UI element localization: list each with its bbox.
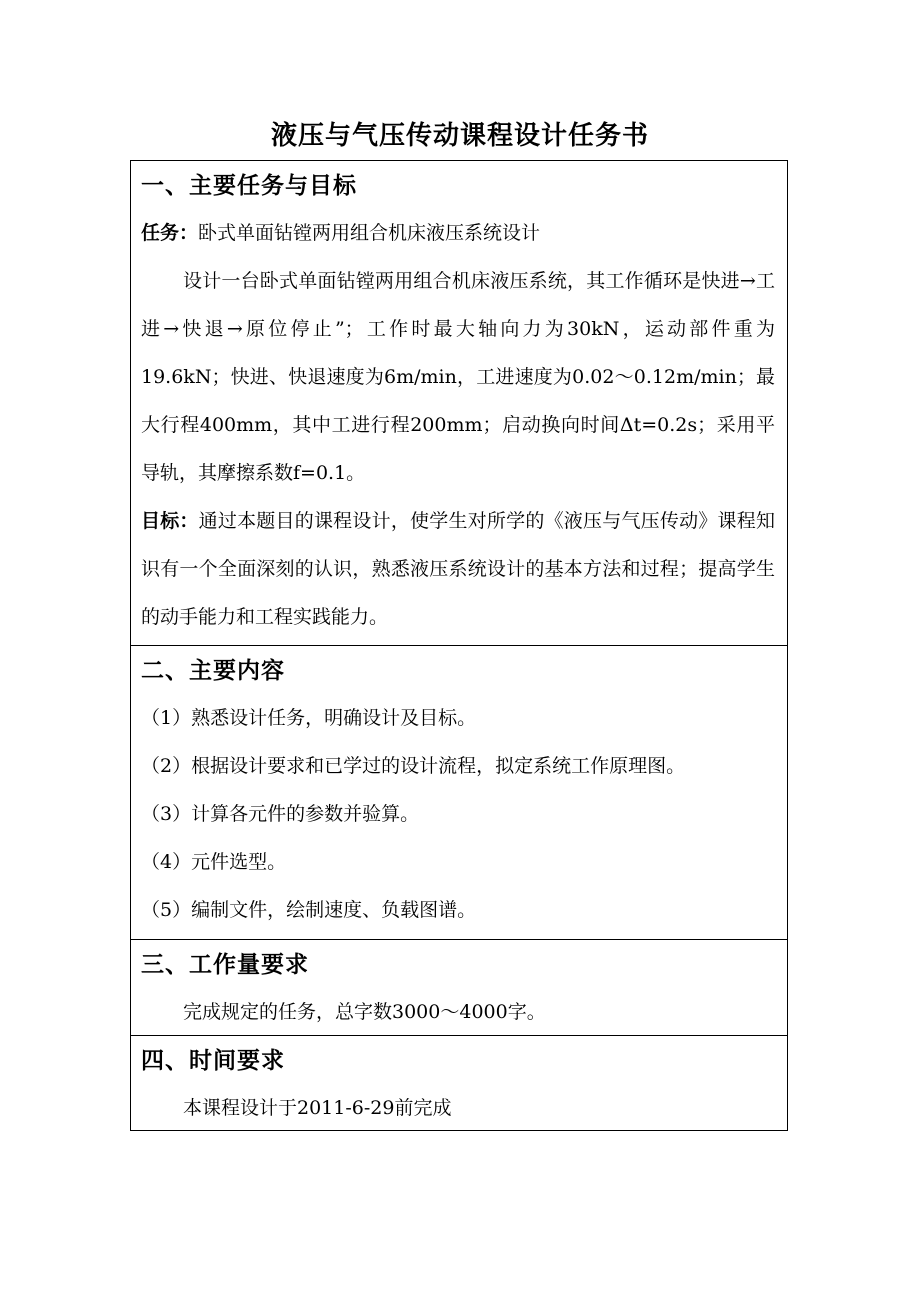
- goal-paragraph: [141, 497, 775, 641]
- section-workload: [131, 939, 787, 1035]
- workload-text: 完成规定的任务，总字数3000～4000字。: [183, 1001, 546, 1023]
- section-schedule: [131, 1035, 787, 1130]
- content-item-3: （3）计算各元件的参数并验算。: [141, 803, 420, 825]
- section-main-task: [131, 161, 787, 645]
- task-description: 设计一台卧式单面钻镗两用组合机床液压系统，其工作循环是快进→工进→快退→原位停止”；工作时最大轴向力为30kN，运动部件重为19.6kN；快进、快退速度为6m/min，工进速度为0.02～0.12m/min；最大行程400mm，其中工进行程200mm；启动换向时间Δt=0.2s；采用平导轨，其摩擦系数f=0.1。: [141, 270, 775, 484]
- goal-text: 通过本题目的课程设计，使学生对所学的《液压与气压传动》课程知识有一个全面深刻的认识，熟悉液压系统设计的基本方法和过程；提高学生的动手能力和工程实践能力。: [141, 510, 775, 628]
- content-item-5: （5）编制文件，绘制速度、负载图谱。: [141, 899, 477, 921]
- content-item-2: （2）根据设计要求和已学过的设计流程，拟定系统工作原理图。: [141, 755, 686, 777]
- task-text: 卧式单面钻镗两用组合机床液压系统设计: [198, 222, 541, 244]
- schedule-text: 本课程设计于2011-6-29前完成: [183, 1097, 452, 1119]
- section-heading-main-task: 一、主要任务与目标: [141, 173, 357, 199]
- section-main-content: [131, 645, 787, 939]
- goal-label: 目标：: [141, 510, 199, 532]
- section-heading-schedule: 四、时间要求: [141, 1048, 285, 1074]
- section-heading-workload: 三、工作量要求: [141, 952, 309, 978]
- task-table: [130, 160, 788, 1131]
- content-item-1: （1）熟悉设计任务，明确设计及目标。: [141, 707, 477, 729]
- document-title: 液压与气压传动课程设计任务书: [270, 121, 649, 151]
- section-heading-main-content: 二、主要内容: [141, 658, 285, 684]
- content-item-4: （4）元件选型。: [141, 851, 287, 873]
- task-line: [141, 209, 775, 257]
- task-label: 任务：: [141, 222, 199, 244]
